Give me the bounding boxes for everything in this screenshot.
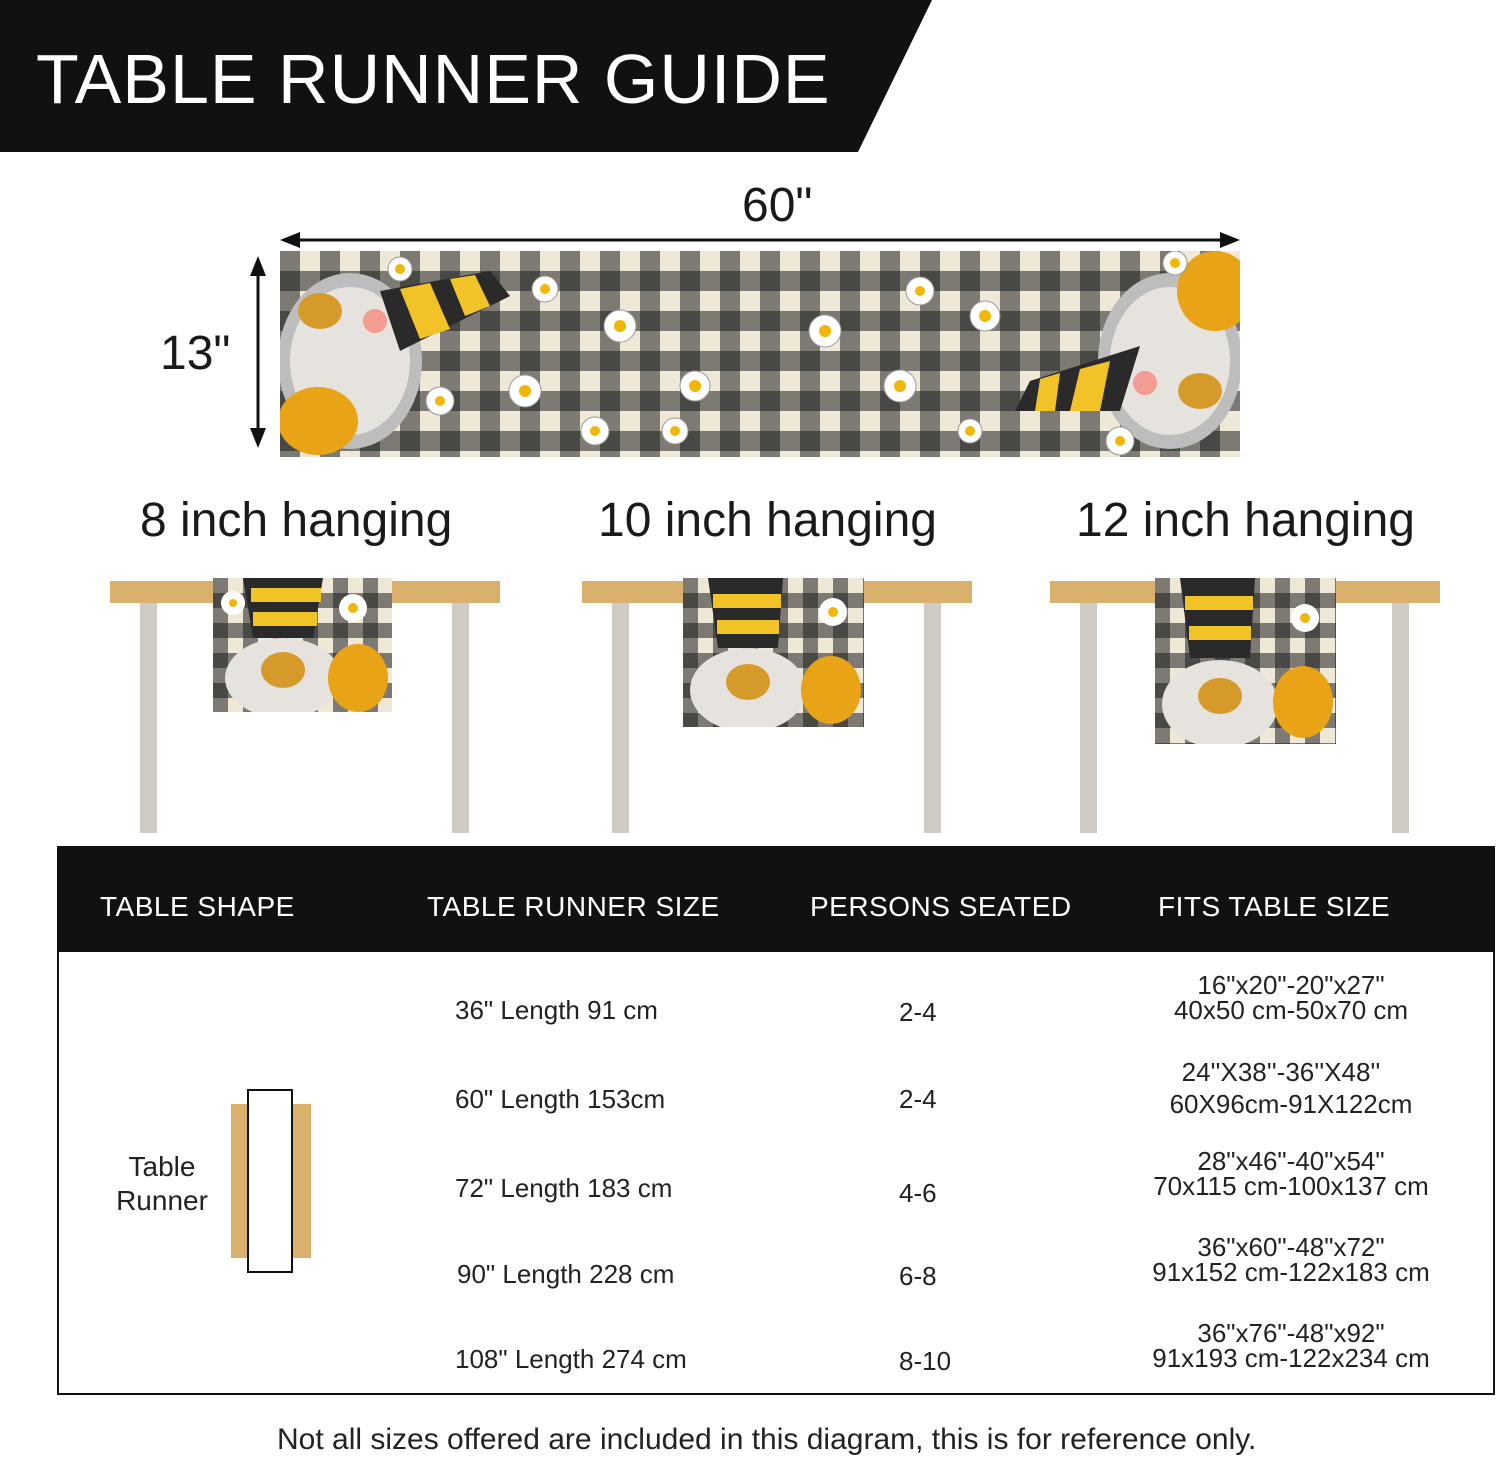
gnome-right-icon [1015,251,1240,449]
row-5-fits-cm: 91x193 cm-122x234 cm [1152,1343,1430,1373]
gnome-icon [1155,578,1336,744]
table-leg [924,603,941,833]
gnome-icon [213,578,392,712]
header-fits-table-size: FITS TABLE SIZE [1158,891,1391,922]
daisy-centers [395,258,1180,446]
daisy-icons [388,251,1187,455]
width-arrow-icon [246,256,270,448]
hanging-runner-8 [213,578,392,712]
hanging-label-12: 12 inch hanging [1076,494,1415,547]
row-3-fits-cm: 70x115 cm-100x137 cm [1153,1171,1429,1201]
runner-shape-icon [229,1088,313,1276]
row-5-size: 108" Length 274 cm [455,1344,687,1374]
hanging-runner-10 [683,578,864,727]
length-label: 60" [742,179,813,232]
table-runner-image [280,251,1240,457]
width-label: 13" [160,327,231,380]
table-header-row [59,848,1493,952]
row-3-fits-in: 28"x46"-40"x54" [1197,1146,1385,1176]
row-5-fits-in: 36"x76"-48"x92" [1197,1318,1385,1348]
row-4-persons: 6-8 [899,1261,937,1291]
runner-artwork [280,251,1240,457]
row-2-size: 60" Length 153cm [455,1084,666,1114]
header-runner-size: TABLE RUNNER SIZE [427,891,720,922]
row-4-fits-in: 36"x60"-48"x72" [1197,1232,1385,1262]
table-leg [140,603,157,833]
row-4-fits-cm: 91x152 cm-122x183 cm [1152,1257,1430,1287]
gnome-icon [683,578,864,727]
row-1-size: 36" Length 91 cm [455,995,658,1025]
hanging-runner-12 [1155,578,1336,744]
header-persons-seated: PERSONS SEATED [810,891,1072,922]
hanging-label-10: 10 inch hanging [598,494,937,547]
row-1-fits-in: 16"x20"-20"x27" [1197,970,1385,1000]
row-2-fits-cm: 60X96cm-91X122cm [1169,1089,1413,1119]
hanging-label-8: 8 inch hanging [140,494,453,547]
header-table-shape: TABLE SHAPE [100,891,295,922]
row-4-size: 90" Length 228 cm [457,1259,675,1289]
shape-label: Table Runner [116,1151,208,1216]
table-leg [612,603,629,833]
table-leg [1080,603,1097,833]
row-1-persons: 2-4 [899,997,937,1027]
row-3-persons: 4-6 [899,1178,937,1208]
row-3-size: 72" Length 183 cm [455,1173,673,1203]
row-1-fits-cm: 40x50 cm-50x70 cm [1173,995,1409,1025]
gnome-left-icon [280,271,510,455]
length-arrow-icon [280,228,1240,252]
table-leg [452,603,469,833]
row-2-persons: 2-4 [899,1084,937,1114]
size-table [57,846,1495,1395]
row-5-persons: 8-10 [899,1346,952,1376]
row-2-fits-in: 24''X38''-36''X48'' [1181,1057,1381,1087]
table-leg [1392,603,1409,833]
footnote: Not all sizes offered are included in this diagram, this is for reference only. [277,1423,1257,1456]
page-title: TABLE RUNNER GUIDE [36,40,831,118]
